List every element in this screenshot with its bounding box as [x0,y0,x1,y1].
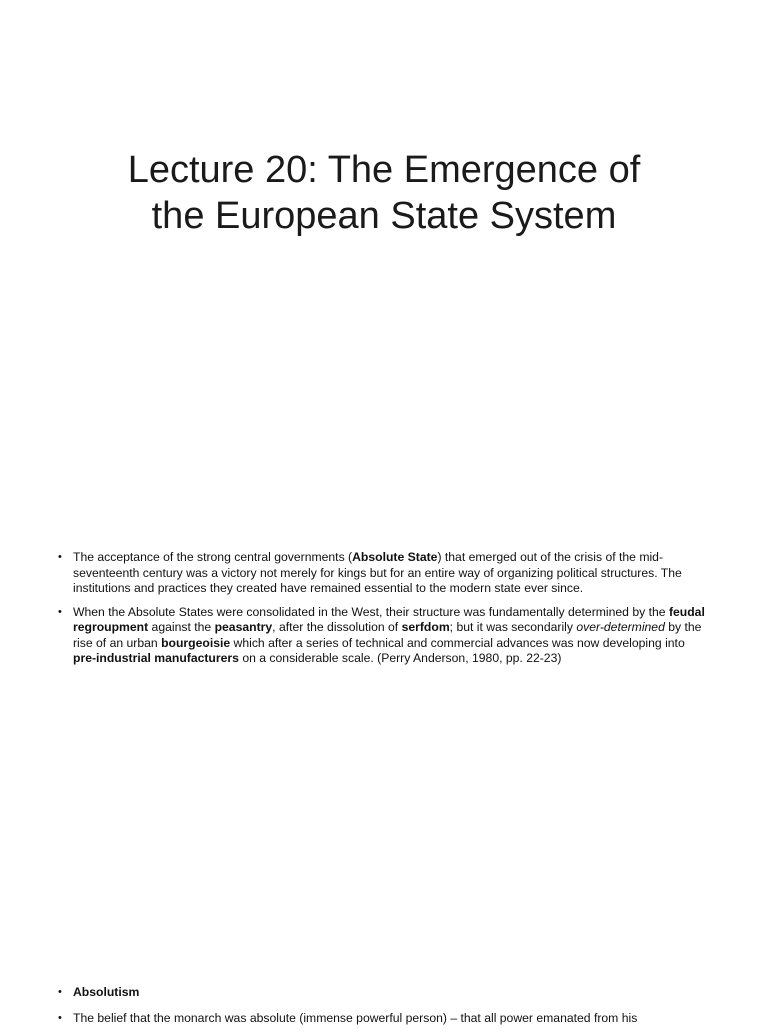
bold-term: Absolute State [352,550,438,564]
italic-term: over-determined [576,620,665,634]
text: , after the dissolution of [272,620,402,634]
bullet-list [58,985,708,1034]
bullet-anderson-quote [58,605,708,667]
title-line-1: Lecture 20: The Emergence of [127,149,641,192]
text: by the rise of an urban [73,620,702,650]
bold-term: serfdom [401,620,450,634]
text: ; but it was secondarily [449,620,577,634]
text: When the Absolute States were consolidated in the West, their structure was fundamentally determined by the [73,604,669,619]
bold-term: pre-industrial manufacturers [73,651,239,665]
heading-term: Absolutism [73,985,140,999]
text: The belief that the monarch was absolute (immense powerful person) – that all power emanated from his [73,1010,638,1025]
bold-term: bourgeoisie [161,635,231,650]
text: against the [148,620,215,634]
bold-term: peasantry [214,620,273,634]
title-line-2: the European State System [151,195,617,238]
bullet-list [58,550,708,675]
bold-term: feudal regroupment [73,604,705,634]
bullet-absolute-state [58,550,708,597]
text: ) that emerged out of the crisis of the mid-seventeenth century was a victory not merely for kings but for an entire way of organizing political structures. The institutions and practices they created have remained essential to the modern state ever since. [73,550,682,595]
bullet-absolutism-heading [58,985,708,1001]
text: on a considerable scale. (Perry Anderson, 1980, pp. 22-23) [238,651,562,665]
text: which after a series of technical and commercial advances was now developing into [230,635,685,650]
text: The acceptance of the strong central governments ( [73,550,353,564]
lecture-title [0,147,768,239]
